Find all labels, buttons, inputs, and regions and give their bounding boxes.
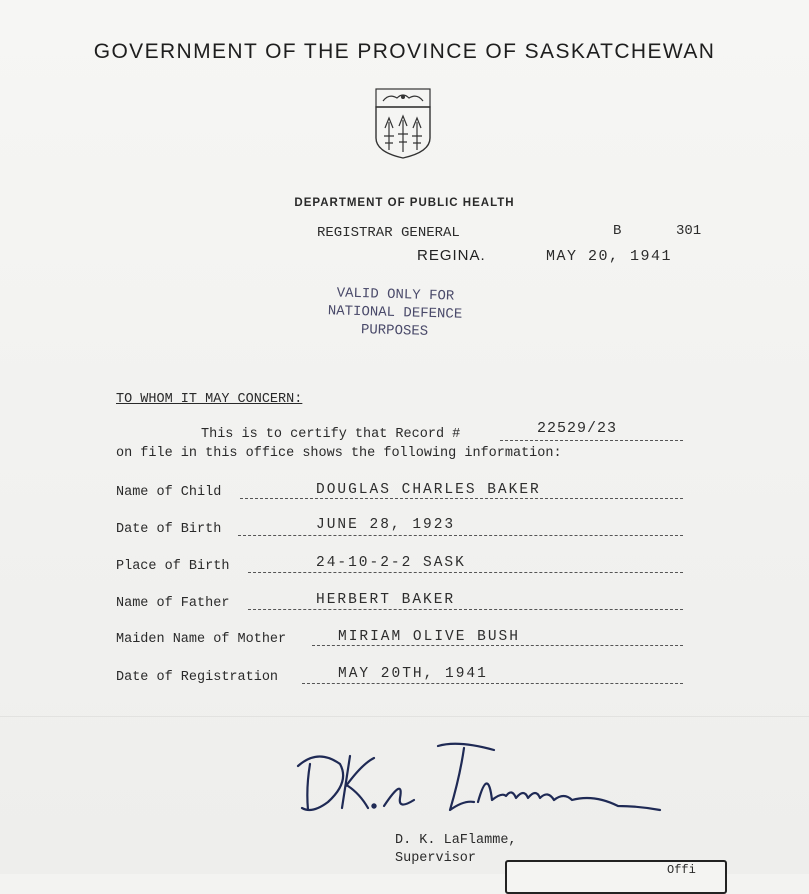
field-value-registration-date: MAY 20TH, 1941: [338, 666, 488, 682]
saskatchewan-crest-icon: [375, 88, 431, 160]
signatory-name: D. K. LaFlamme,: [395, 833, 517, 848]
registrar-title: REGISTRAR GENERAL: [317, 225, 460, 241]
field-value-child-name: DOUGLAS CHARLES BAKER: [316, 482, 541, 498]
salutation: TO WHOM IT MAY CONCERN:: [116, 392, 303, 407]
office-stamp-text: Offi: [667, 863, 696, 877]
field-label-child-name: Name of Child: [116, 485, 222, 500]
field-value-birth-place: 24-10-2-2 SASK: [316, 555, 466, 571]
field-value-mother-maiden-name: MIRIAM OLIVE BUSH: [338, 629, 520, 645]
stamp-line-1: VALID ONLY FOR: [336, 285, 455, 305]
registrar-city: REGINA.: [417, 247, 486, 264]
field-line: [240, 498, 683, 499]
field-line: [302, 683, 683, 684]
department-heading: DEPARTMENT OF PUBLIC HEALTH: [294, 197, 515, 209]
field-line: [248, 572, 683, 573]
registrar-code-letter: B: [613, 223, 622, 239]
field-label-birth-place: Place of Birth: [116, 559, 230, 574]
certify-intro-line-2: on file in this office shows the following information:: [116, 446, 562, 461]
supervisor-signature: [288, 736, 668, 826]
field-label-birth-date: Date of Birth: [116, 522, 222, 537]
field-value-father-name: HERBERT BAKER: [316, 592, 456, 608]
paper-fold: [0, 716, 809, 717]
field-line: [238, 535, 683, 536]
field-label-father-name: Name of Father: [116, 596, 230, 611]
record-number: 22529/23: [537, 420, 618, 437]
field-value-birth-date: JUNE 28, 1923: [316, 517, 456, 533]
record-number-underline: [500, 440, 683, 441]
registrar-code-number: 301: [676, 223, 702, 239]
field-line: [248, 609, 683, 610]
office-stamp-box: [505, 860, 727, 894]
certify-intro-line-1: This is to certify that Record #: [201, 427, 461, 442]
field-label-registration-date: Date of Registration: [116, 670, 279, 685]
signatory-title: Supervisor: [395, 851, 477, 866]
issue-date: MAY 20, 1941: [546, 248, 673, 265]
validity-stamp: [299, 284, 490, 343]
field-line: [312, 645, 683, 646]
stamp-line-2: NATIONAL DEFENCE: [327, 303, 463, 323]
stamp-line-3: PURPOSES: [360, 322, 429, 340]
government-title: GOVERNMENT OF THE PROVINCE OF SASKATCHEWAN: [93, 40, 716, 63]
field-label-mother-maiden-name: Maiden Name of Mother: [116, 632, 287, 647]
